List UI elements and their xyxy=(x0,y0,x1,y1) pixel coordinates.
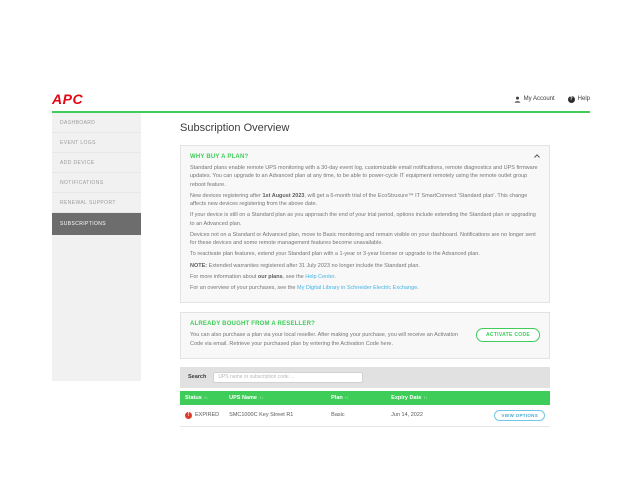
search-input[interactable] xyxy=(213,372,363,383)
reseller-body xyxy=(190,319,464,351)
note-label: NOTE: xyxy=(190,262,208,269)
status-cell xyxy=(180,405,224,427)
status-text: EXPIRED xyxy=(195,412,220,419)
sidebar xyxy=(52,113,141,381)
my-account-label: My Account xyxy=(523,96,555,102)
text-segment-bold: 1st August 2023 xyxy=(262,192,305,199)
text-segment: For more information about xyxy=(190,273,258,280)
table-row xyxy=(180,405,550,427)
text-segment: New devices registering after xyxy=(190,192,263,199)
expiry-date-cell: Jun 14, 2022 xyxy=(386,405,488,427)
sidebar-item-subscriptions[interactable]: SUBSCRIPTIONS xyxy=(52,213,141,235)
sidebar-item-add-device[interactable]: ADD DEVICE xyxy=(52,153,141,173)
expired-error-icon: ! xyxy=(185,412,192,419)
plan-cell: Basic xyxy=(326,405,386,427)
sidebar-item-event-logs[interactable]: EVENT LOGS xyxy=(52,133,141,153)
why-buy-paragraph: Standard plans enable remote UPS monitoring with a 30-day event log, customizable email notifications, remote diagnostics and UPS firmware updates. You can upgrade to an Advanced plan at any time, to be able to power-cycle IT equipment remotely using the remote outlet group reboot feature. xyxy=(190,165,538,188)
why-buy-paragraph: To reactivate plan features, extend your Standard plan with a 1-year or 3-year license or upgrade to the Advanced plan. xyxy=(190,251,480,258)
subscriptions-table xyxy=(180,391,550,427)
text-segment-bold: our plans xyxy=(257,273,283,280)
column-label: UPS Name xyxy=(229,394,257,401)
column-header-expiry-date[interactable] xyxy=(386,391,488,405)
sort-icon: ↑↓ xyxy=(258,394,263,400)
help-center-link[interactable]: Help Center xyxy=(305,273,335,280)
help-button[interactable] xyxy=(568,96,590,103)
ups-name-cell: SMC1000C Key Street R1 xyxy=(224,405,326,427)
reseller-text: You can also purchase a plan via your local reseller. After making your purchase, you will receive an Activation Code via email. Retrieve your purchased plan by entering the Activation Code here. xyxy=(190,332,458,347)
column-label: Expiry Date xyxy=(391,394,422,401)
apc-logo: APC xyxy=(52,91,84,107)
sort-icon: ↑↓ xyxy=(423,394,428,400)
collapse-section-button[interactable] xyxy=(534,154,540,158)
main-content xyxy=(180,113,550,427)
digital-library-link[interactable]: My Digital Library in Schneider Electric Exchange xyxy=(297,285,418,291)
view-options-button[interactable]: VIEW OPTIONS xyxy=(494,410,545,421)
why-buy-paragraph: If your device is still on a Standard plan as you approach the end of your trial period, options include extending the Standard plan or upgrading to an Advanced plan. xyxy=(190,212,536,227)
top-bar-right xyxy=(514,96,590,103)
why-buy-title: WHY BUY A PLAN? xyxy=(190,154,249,160)
why-buy-paragraph xyxy=(190,284,540,292)
reseller-card xyxy=(180,312,550,359)
column-header-status[interactable] xyxy=(180,391,224,405)
sidebar-item-renewal-support[interactable]: RENEWAL SUPPORT xyxy=(52,193,141,213)
text-segment: For an overview of your purchases, see the xyxy=(190,285,297,291)
help-icon: ? xyxy=(569,95,573,102)
action-cell xyxy=(488,405,550,427)
why-buy-a-plan-card xyxy=(180,145,550,303)
text-segment: , will get a 6-month trial of the EcoStruxure™ IT SmartConnect 'Standard plan'. This change affects new devices registering from the above date. xyxy=(190,192,528,207)
why-buy-note xyxy=(190,262,540,270)
text-segment: Extended warranties registered after 31 July 2023 no longer include the Standard plan. xyxy=(207,262,420,269)
text-segment: . xyxy=(334,273,336,280)
sort-icon: ↑↓ xyxy=(344,394,349,400)
why-buy-paragraph xyxy=(190,273,540,281)
search-bar xyxy=(180,367,550,388)
table-header-row xyxy=(180,391,550,405)
why-buy-paragraph: Devices not on a Standard or Advanced plan, move to Basic monitoring and remain visible on your dashboard. Notifications are no longer sent for these devices and some remote management features become unavailable. xyxy=(190,231,536,246)
activate-code-button[interactable]: ACTIVATE CODE xyxy=(476,328,540,342)
sort-icon: ↑↓ xyxy=(203,394,208,400)
chevron-up-icon xyxy=(534,154,540,158)
person-icon xyxy=(514,96,521,103)
help-label: Help xyxy=(577,96,590,102)
why-buy-paragraph xyxy=(190,192,540,209)
column-label: Plan xyxy=(331,394,343,401)
my-account-button[interactable] xyxy=(514,96,555,103)
column-header-ups-name[interactable] xyxy=(224,391,326,405)
column-header-plan[interactable] xyxy=(326,391,386,405)
sidebar-item-dashboard[interactable]: DASHBOARD xyxy=(52,113,141,133)
sidebar-item-notifications[interactable]: NOTIFICATIONS xyxy=(52,173,141,193)
top-bar xyxy=(52,89,590,109)
search-label: Search xyxy=(188,374,207,381)
text-segment: , see the xyxy=(282,273,306,280)
page-title: Subscription Overview xyxy=(180,122,290,134)
column-label: Status xyxy=(185,394,202,401)
text-segment: . xyxy=(417,285,419,291)
reseller-title: ALREADY BOUGHT FROM A RESELLER? xyxy=(190,321,315,328)
column-header-actions xyxy=(488,391,550,405)
